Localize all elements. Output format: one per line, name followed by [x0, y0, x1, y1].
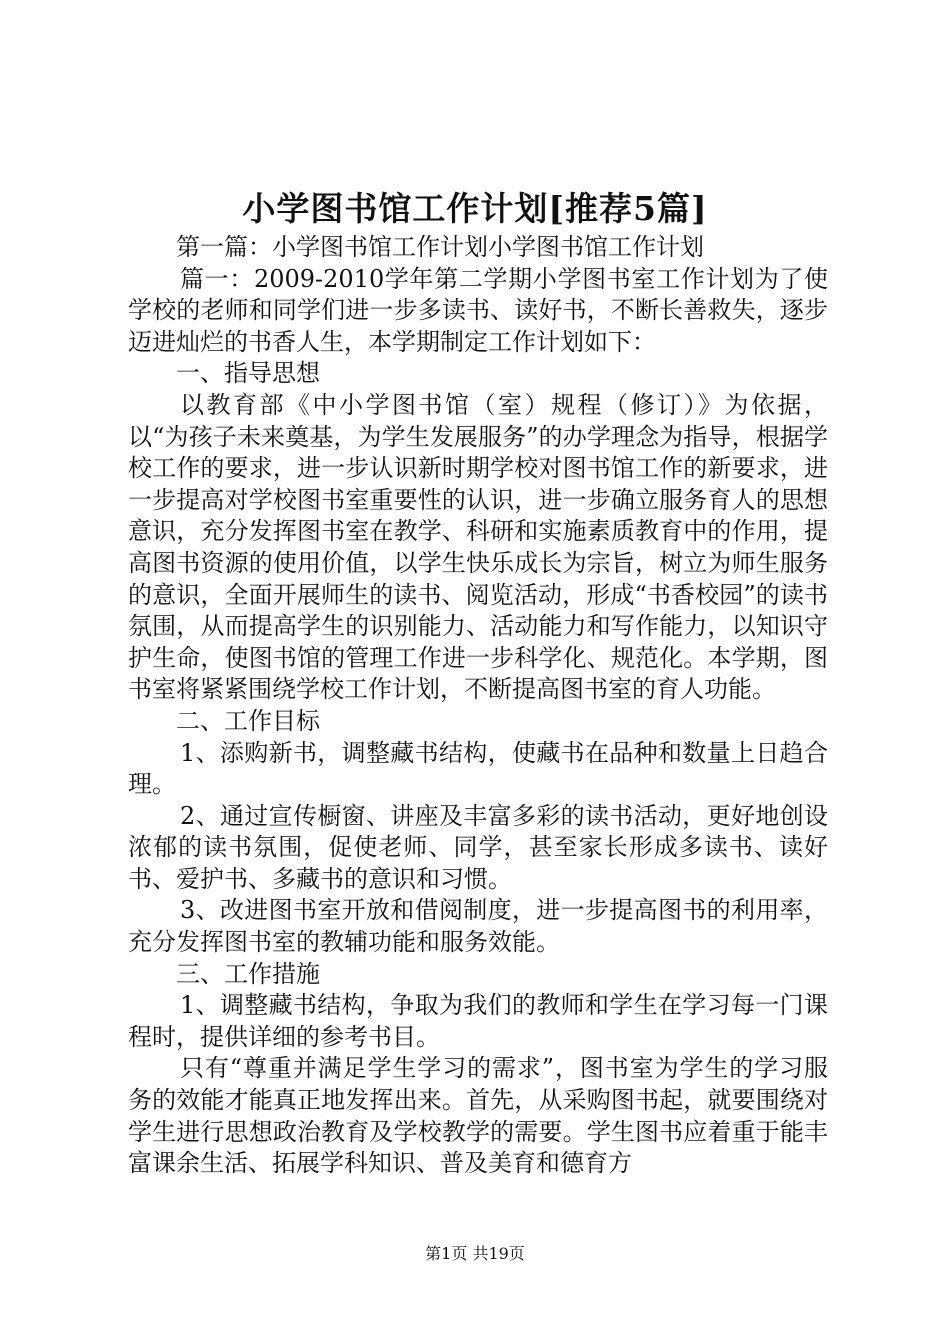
heading-guiding-ideology: 一、指导思想 [176, 359, 320, 388]
heading-work-goals: 二、工作目标 [176, 706, 320, 735]
intro-paragraph: 篇一：2009-2010学年第二学期小学图书室工作计划为了使学校的老师和同学们进一步多读书、读好书，不断长善救失，逐步迈进灿烂的书香人生，本学期制定工作计划如下： [128, 264, 828, 356]
section-heading-part1: 第一篇：小学图书馆工作计划小学图书馆工作计划 [176, 233, 704, 261]
heading-work-measures: 三、工作措施 [176, 959, 320, 988]
goal-item-2: 2、通过宣传橱窗、讲座及丰富多彩的读书活动，更好地创设浓郁的读书氛围，促使老师、同学，甚至家长形成多读书、读好书、爱护书、多藏书的意识和习惯。 [128, 801, 828, 893]
measure-item-1: 1、调整藏书结构，争取为我们的教师和学生在学习每一门课程时，提供详细的参考书目。 [128, 991, 828, 1051]
paragraph-student-needs: 只有“尊重并满足学生学习的需求”，图书室为学生的学习服务的效能才能真正地发挥出来。首先，从采购图书起，就要围绕对学生进行思想政治教育及学校教学的需要。学生图书应着重于能丰富课余生活、拓展学科知识、普及美育和德育方 [128, 1054, 828, 1178]
paragraph-guiding-ideology: 以教育部《中小学图书馆（室）规程（修订）》为依据，以“为孩子未来奠基，为学生发展服务”的办学理念为指导，根据学校工作的要求，进一步认识新时期学校对图书馆工作的新要求，进一步提高对学校图书室重要性的认识，进一步确立服务育人的思想意识，充分发挥图书室在教学、科研和实施素质教育中的作用，提高图书资源的使用价值，以学生快乐成长为宗旨，树立为师生服务的意识，全面开展师生的读书、阅览活动，形成“书香校园”的读书氛围，从而提高学生的识别能力、活动能力和写作能力，以知识守护生命，使图书馆的管理工作进一步科学化、规范化。本学期，图书室将紧紧围绕学校工作计划，不断提高图书室的育人功能。 [128, 390, 828, 704]
page-footer: 第1页 共19页 [425, 1244, 525, 1263]
document-title: 小学图书馆工作计划[推荐5篇] [242, 189, 708, 228]
goal-item-3: 3、改进图书室开放和借阅制度，进一步提高图书的利用率，充分发挥图书室的教辅功能和服务效能。 [128, 896, 828, 957]
document-body [128, 232, 828, 1180]
goal-item-1: 1、添购新书，调整藏书结构，使藏书在品种和数量上日趋合理。 [128, 738, 828, 799]
